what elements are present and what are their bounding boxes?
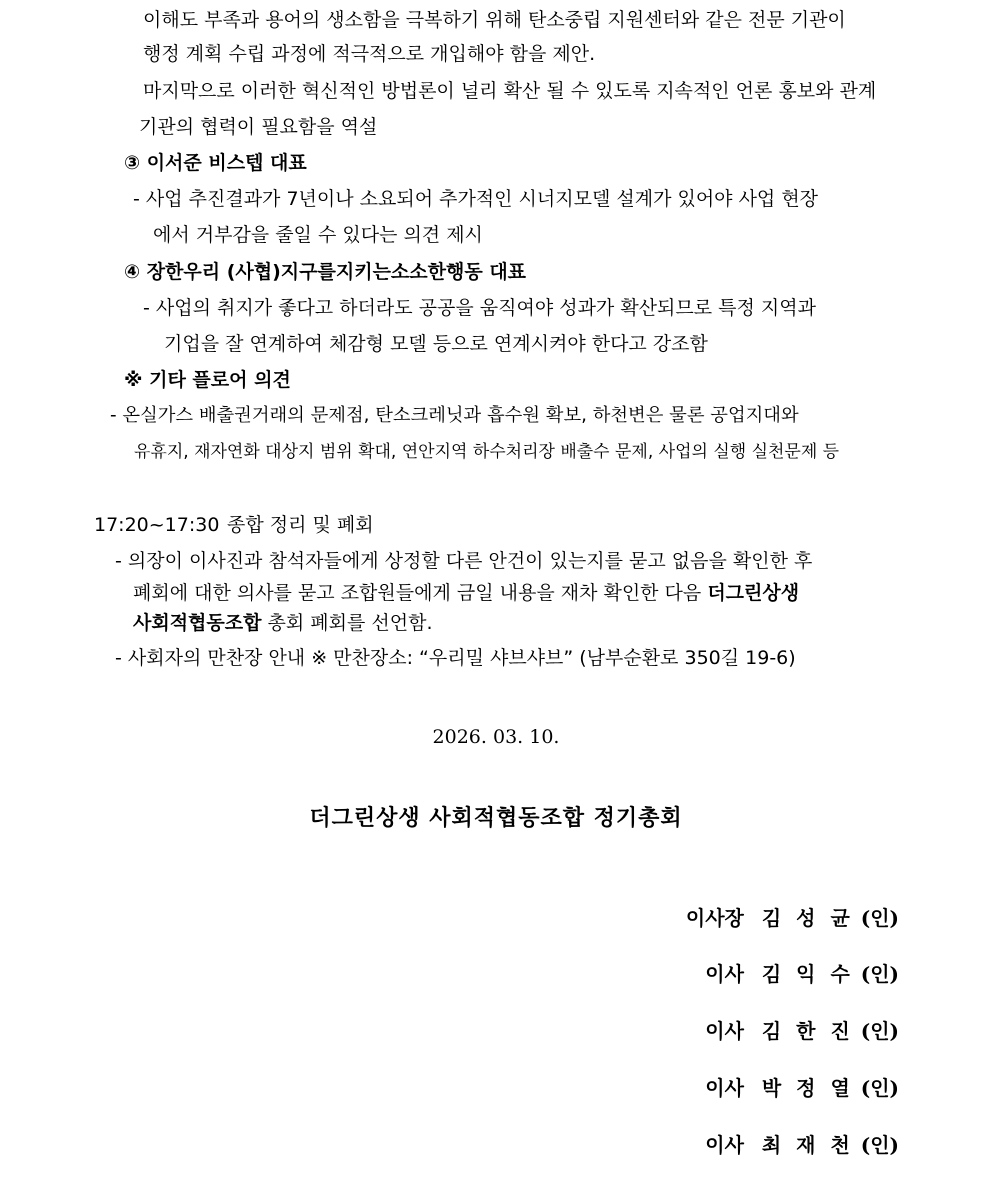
seal-mark: (인) (860, 1076, 899, 1100)
signatory-role: 이사장 (685, 906, 744, 930)
floor-heading: ※ 기타 플로어 의견 (124, 369, 291, 391)
speaker-comment-line: - 사업의 취지가 좋다고 하더라도 공공을 움직여야 성과가 확산되므로 특정 지역과 (143, 297, 816, 319)
seal-mark: (인) (860, 1019, 899, 1043)
speaker-comment-line: 기업을 잘 연계하여 체감형 모델 등으로 연계시켜야 한다고 강조함 (164, 333, 708, 355)
signatory-name: 김 익 수 (761, 962, 854, 986)
speaker-heading: ④ 장한우리 (사협)지구를지키는소소한행동 대표 (124, 261, 527, 283)
speaker-heading: ③ 이서준 비스텝 대표 (124, 152, 307, 174)
signatory-name: 김 성 균 (761, 906, 854, 930)
speaker-comment-line: 에서 거부감을 줄일 수 있다는 의견 제시 (153, 224, 483, 246)
seal-mark: (인) (860, 1133, 899, 1157)
closing-line (133, 610, 432, 636)
floor-comment-line: - 온실가스 배출권거래의 문제점, 탄소크레닛과 흡수원 확보, 하천변은 물론 공업지대와 (110, 405, 799, 426)
agenda-title: 종합 정리 및 폐회 (227, 514, 374, 536)
closing-line (133, 580, 799, 606)
signatory-row (705, 961, 899, 987)
paragraph-line: 마지막으로 이러한 혁신적인 방법론이 널리 확산 될 수 있도록 지속적인 언론 홍보와 관계 (143, 80, 877, 102)
closing-line: - 의장이 이사진과 참석자들에게 상정할 다른 안건이 있는지를 묻고 없음을 확인한 후 (115, 550, 813, 572)
closing-text: 총회 폐회를 선언함. (267, 612, 433, 634)
closing-line: - 사회자의 만찬장 안내 ※ 만찬장소: “우리밀 샤브샤브” (남부순환로 350길 19-6) (115, 647, 796, 669)
seal-mark: (인) (860, 962, 899, 986)
signatory-role: 이사 (705, 1019, 744, 1043)
signatory-row (705, 1132, 899, 1158)
paragraph-line: 이해도 부족과 용어의 생소함을 극복하기 위해 탄소중립 지원센터와 같은 전문 기관이 (143, 9, 846, 31)
signatory-name: 김 한 진 (761, 1019, 854, 1043)
agenda-time: 17:20~17:30 (94, 514, 220, 536)
paragraph-line: 행정 계획 수립 과정에 적극적으로 개입해야 함을 제안. (143, 43, 596, 65)
closing-text: 폐회에 대한 의사를 묻고 조합원들에게 금일 내용을 재차 확인한 다음 (133, 582, 702, 604)
signatory-role: 이사 (705, 1076, 744, 1100)
document-date: 2026. 03. 10. (432, 726, 560, 748)
signatory-role: 이사 (705, 1133, 744, 1157)
speaker-comment-line: - 사업 추진결과가 7년이나 소요되어 추가적인 시너지모델 설계가 있어야 사업 현장 (133, 188, 819, 210)
signatory-row (686, 905, 899, 931)
signatory-name: 최 재 천 (761, 1133, 854, 1157)
paragraph-line: 기관의 협력이 필요함을 역설 (139, 116, 378, 138)
seal-mark: (인) (860, 906, 899, 930)
org-name-bold: 사회적협동조합 (133, 612, 262, 634)
floor-comment-line: 유휴지, 재자연화 대상지 범위 확대, 연안지역 하수처리장 배출수 문제, 사업의 실행 실천문제 등 (134, 442, 840, 462)
org-name-bold: 더그린상생 (707, 582, 800, 604)
signatory-row (705, 1018, 899, 1044)
signatory-role: 이사 (705, 962, 744, 986)
signatory-row (705, 1075, 899, 1101)
document-title: 더그린상생 사회적협동조합 정기총회 (309, 805, 683, 831)
signatory-name: 박 정 열 (761, 1076, 854, 1100)
